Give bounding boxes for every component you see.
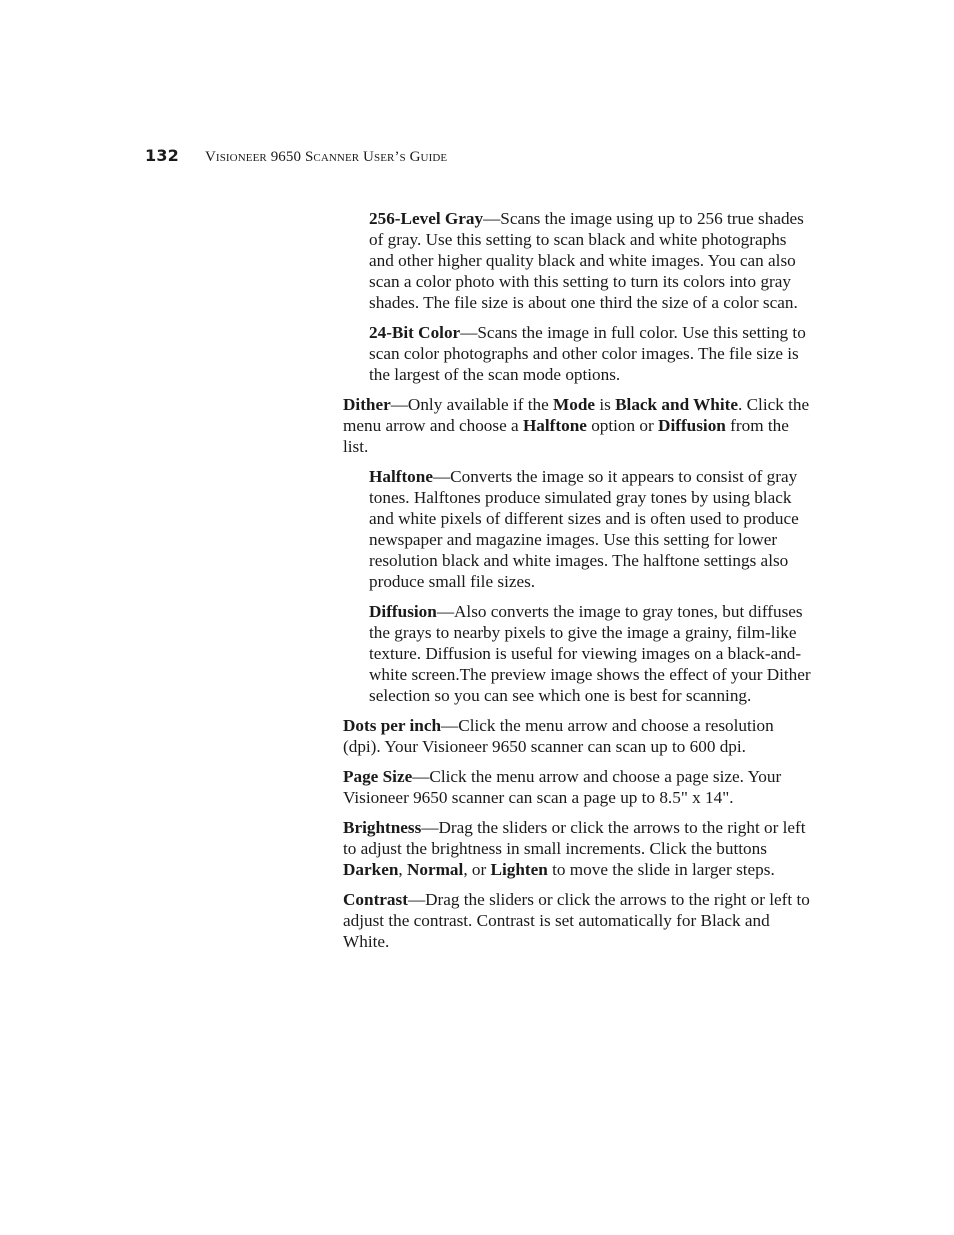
setting-dither	[343, 394, 813, 457]
keyword: Black and White	[615, 395, 738, 414]
text-run: —Drag the sliders or click the arrows to the right or left to adjust the brightness in small increments. Click the buttons	[343, 818, 806, 858]
page-number: 132	[145, 146, 179, 165]
setting-term: Brightness	[343, 818, 422, 837]
setting-description: —Click the menu arrow and choose a page size. Your Visioneer 9650 scanner can scan a page up to 8.5" x 14".	[343, 767, 782, 807]
text-run: to move the slide in larger steps.	[547, 860, 775, 879]
setting-description: —Drag the sliders or click the arrows to the right or left to adjust the contrast. Contrast is set automatically for Black and White.	[343, 890, 810, 951]
text-run: ,	[398, 860, 407, 879]
option-description: —Scans the image using up to 256 true shades of gray. Use this setting to scan black and white photographs and other higher quality black and white images. You can also scan a color photo with this setting to turn its colors into gray shades. The file size is about one third the size of a color scan.	[369, 209, 804, 312]
option-diffusion	[369, 601, 813, 706]
option-description: —Scans the image in full color. Use this setting to scan color photographs and other color images. The file size is the largest of the scan mode options.	[369, 323, 806, 384]
setting-brightness	[343, 817, 813, 880]
setting-term: Contrast	[343, 890, 408, 909]
setting-dots-per-inch	[343, 715, 813, 757]
option-256-level-gray	[369, 208, 813, 313]
option-description: —Also converts the image to gray tones, but diffuses the grays to nearby pixels to give the image a grainy, film-like texture. Diffusion is useful for viewing images on a black-and-white screen.The preview image shows the effect of your Dither selection so you can see which one is best for scanning.	[369, 602, 811, 705]
keyword: Halftone	[522, 416, 587, 435]
running-title: Visioneer 9650 Scanner User’s Guide	[205, 149, 448, 165]
option-description: —Converts the image so it appears to consist of gray tones. Halftones produce simulated gray tones by using black and white pixels of different sizes and is often used to produce newspaper and magazine images. Use this setting for lower resolution black and white images. The halftone settings also produce small file sizes.	[369, 467, 799, 591]
page-header	[145, 146, 447, 166]
setting-term: Dither	[343, 395, 391, 414]
keyword: Mode	[553, 395, 596, 414]
option-term: Diffusion	[369, 602, 437, 621]
keyword: Darken	[343, 860, 399, 879]
option-term: 24-Bit Color	[369, 323, 461, 342]
option-24-bit-color	[369, 322, 813, 385]
setting-term: Dots per inch	[343, 716, 442, 735]
text-run: option or	[586, 416, 659, 435]
body-text	[343, 208, 813, 961]
text-run: is	[595, 395, 616, 414]
setting-page-size	[343, 766, 813, 808]
setting-term: Page Size	[343, 767, 413, 786]
keyword: Lighten	[490, 860, 548, 879]
text-run: from the list.	[343, 416, 789, 456]
setting-description: —Click the menu arrow and choose a resolution (dpi). Your Visioneer 9650 scanner can scan up to 600 dpi.	[343, 716, 774, 756]
keyword: Normal	[406, 860, 464, 879]
text-run: —Only available if the	[390, 395, 554, 414]
option-term: 256-Level Gray	[369, 209, 484, 228]
option-term: Halftone	[369, 467, 433, 486]
option-halftone	[369, 466, 813, 592]
text-run: , or	[463, 860, 491, 879]
keyword: Diffusion	[658, 416, 726, 435]
text-run: . Click the menu arrow and choose a	[343, 395, 810, 435]
setting-contrast	[343, 889, 813, 952]
